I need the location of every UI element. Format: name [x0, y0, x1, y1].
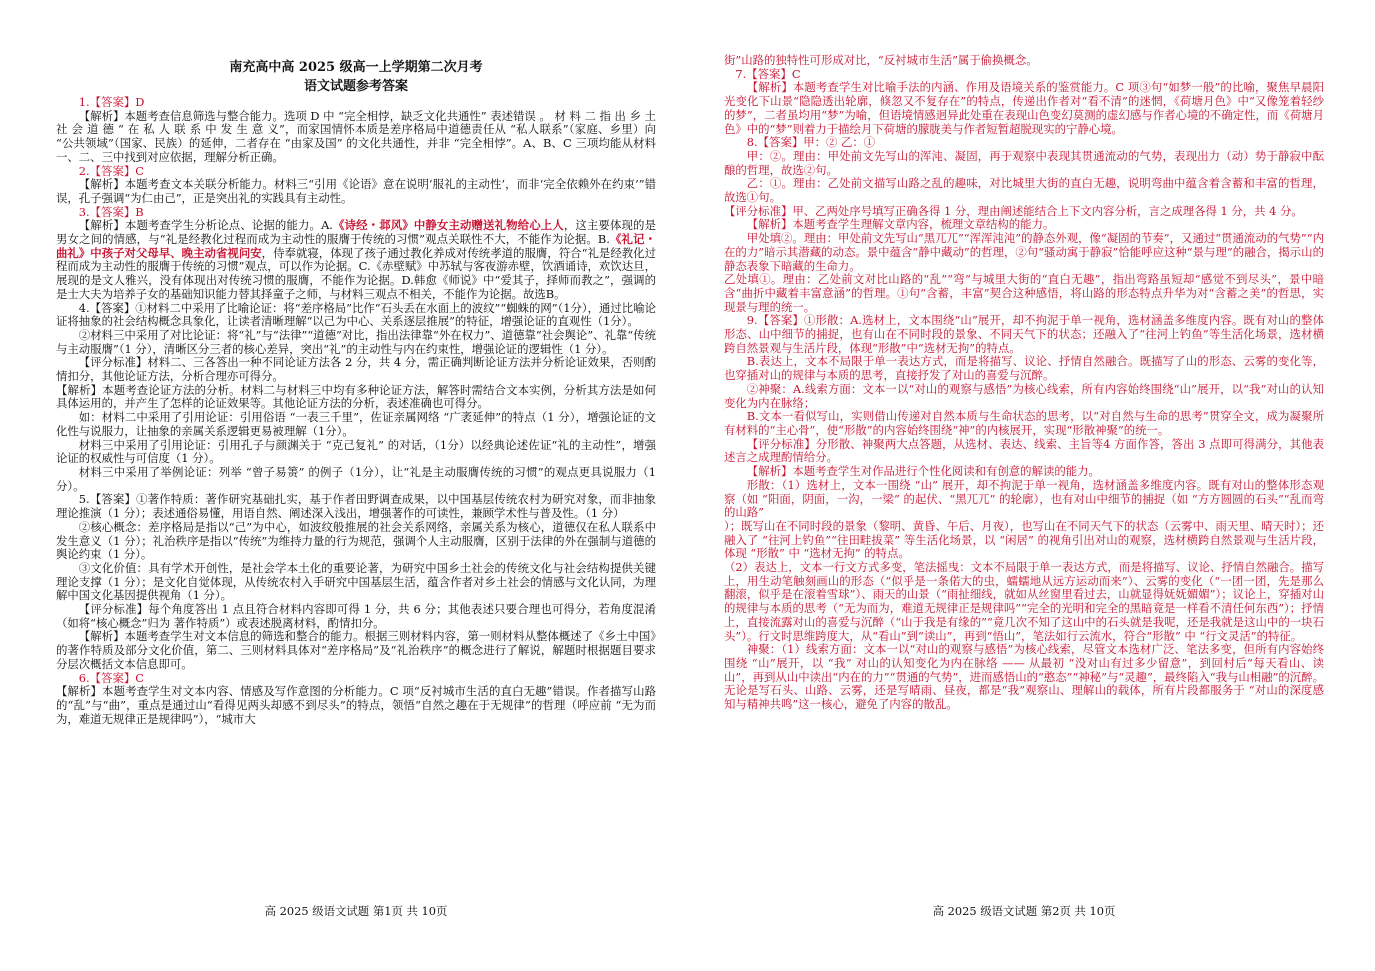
exam-title: 南充高中高 2025 级高一上学期第二次月考 [229, 60, 483, 75]
answer-4b: ②材料三中采用了对比论证：将“礼”与“法律”“道德”对比，指出法律靠“外在权力”、道德靠“社会舆论”、礼靠“传统与主动服膺”（1 分），清晰区分三者的核心差异，突出“礼”的主动性与内在约束性，增强论证的逻辑性（1 分）。 [56, 327, 656, 356]
explain-7: 【解析】本题考查学生对比喻手法的内涵、作用及语境关系的鉴赏能力。C 项③句“如梦一般”的比喻，聚焦早晨阳光变化下山景“隐隐透出轮廓，倏忽又不复存在”的特点，传递出作者对“看不清”的迷惘，《荷塘月色》中“又像笼着轻纱的梦”，二者虽均用“梦”为喻，但语境情感迥异此处重在表现山色变幻莫测的虚幻感与作者心境的不确定性，而《荷塘月色》中的“梦”则着力于描绘月下荷塘的朦胧美与作者短暂超脱现实的宁静心境。 [724, 80, 1324, 136]
explain-9c: ）；既写山在不同时段的景象（黎明、黄昏、午后、月夜），也写山在不同天气下的状态（云雾中、雨天里、晴天时）；还融入了 “往河上钓鱼”“往田畦拔菜” 等生活化场景，以 “闲居” 的视角引出对山的观察，选材横跨自然景观与生活片段，体现 “形散” 中 “选材无拘” 的特点。 [724, 518, 1324, 561]
explain-4c1: 如：材料二中采用了引用论证：引用俗语 “一表三千里”，佐证亲属网络 “广袤延伸”的特点（1 分），增强论证的文化性与说服力，让抽象的亲属关系逻辑更易被理解（1分）。 [56, 410, 656, 438]
answer-9b: B.表达上，文本不局限于单一表达方式，而是将描写、议论、抒情自然融合。既描写了山的形态、云雾的变化等，也穿插对山的规律与本质的思考，直接抒发了对山的喜爱与沉醉。 [724, 354, 1324, 383]
explain-4: 【解析】本题考查论证方法的分析。材料二与材料三中均有多种论证方法，解答时需结合文本实例，分析其方法是如何具体运用的，并产生了怎样的论证效果等。其他论证方法的分析，表述准确也可得分。 [56, 382, 656, 411]
score-4: 【评分标准】材料二、三各答出一种不同论证方法各 2 分，共 4 分，需正确判断论证方法并分析论证效果，否则酌情扣分，其他论证方法，分析合理亦可得分。 [56, 355, 656, 384]
explain-3-part2: ，这主要体现的是男女之间的情感，与“礼是经教化过程而成为主动性的服膺于传统的习惯”观点关联性不大，不能作为论据。B. [56, 218, 656, 247]
answer-title: 语文试题参考答案 [303, 79, 408, 94]
explain-8b: 甲处填②。理由：甲处前文先写山“黑兀兀”“浑浑沌沌”的静态外观，像“凝固的节奏”，又通过“贯通流动的气势”“内在的力”暗示其潜藏的动态。景中蕴含“静中藏动”的哲理，②句“骚动寓于静寂”恰能呼应这种“景与理”的融合，揭示山的静态表象下暗藏的生命力。 [724, 231, 1324, 273]
explain-3 [56, 219, 656, 301]
right-page [724, 0, 1324, 971]
explain-3-part3: ，侍奉就寝，体现了孩子通过教化养成对传统孝道的服膺，符合“礼是经教化过程而成为主动性的服膺于传统的习惯”观点，可以作为论据。C.《赤壁赋》中苏轼与客夜游赤壁，饮酒诵诗，欢饮达旦，展现的是文人雅兴，没有体现出对传统习惯的服膺，不能作为论据。D.韩愈《师说》中“爱其子，择师而教之”，强调的是士大夫为培养子女的基础知识能力替其择童子之师，与材料三观点不相关，不能作为论据。故选B。 [56, 245, 656, 301]
explain-3-part1: 【解析】本题考查学生分析论点、论据的能力。A. [78, 218, 333, 233]
explain-9: 【解析】本题考查学生对作品进行个性化阅读和有创意的解读的能力。 [746, 464, 1100, 479]
explain-2: 【解析】本题考查文本关联分析能力。材料三“引用《论语》意在说明‘服礼的主动性’，而非‘完全依赖外在约束’”错误，孔子强调“为仁由己”，正是突出礼的实践具有主动性。 [56, 177, 656, 205]
answer-8b: 乙：①。理由：乙处前文描写山路之乱的趣味，对比城里大街的直白无趣，说明弯曲中蕴含着含蓄和丰富的哲理，故选①句。 [724, 176, 1324, 205]
link-liji[interactable]: 《礼记・曲礼》中孩子对父母早、晚主动省视问安 [56, 232, 656, 260]
answer-9d: B.文本一看似写山，实则借山传递对自然本质与生命状态的思考，以“对自然与生命的思考”贯穿全文，成为凝聚所有材料的“主心骨”，使“形散”的内容始终围绕“神”的内核展开，实现“形散神聚”的统一。 [724, 409, 1324, 437]
footer-left: 高 2025 级语文试题 第1页 共 10页 [264, 904, 448, 918]
answer-1: 1.【答案】D [78, 95, 145, 109]
explain-6: 【解析】本题考查学生对文本内容、情感及写作意图的分析能力。C 项“反衬城市生活的直白无趣”错误。作者描写山路的“乱”与“曲”，重点是通过山“看得见两头却感不到尽头”的特点，领悟“自然之趣在于无规律”的哲理（呼应前 “无为而为，难道无规律正是规律吗”），“城市大 [56, 684, 656, 726]
explain-4c3: 材料三中采用了举例论证：列举 “曾子易箦” 的例子（1分），让“礼是主动服膺传统的习惯”的观点更具说服力（1 分）。 [56, 464, 656, 493]
answer-6 [56, 672, 656, 686]
answer-5b: ②核心概念：差序格局是指以“己”为中心，如波纹般推展的社会关系网络，亲属关系为核心，道德仅在私人联系中发生意义（1 分）；礼治秩序是指以“传统”为维持力量的行为规范，强调个人主动服膺，区别于法律的外在强制与道德的舆论约束（1 分）。 [56, 519, 656, 562]
answer-7-value: C [791, 66, 801, 81]
explain-4c2: 材料三中采用了引用论证：引用孔子与颜渊关于 “克己复礼” 的对话，（1分）以经典论述佐证“礼的主动性”，增强论证的权威性与可信度（1 分）。 [56, 437, 656, 466]
answer-5: 5.【答案】①著作特质：著作研究基础扎实，基于作者田野调查成果，以中国基层传统农村为研究对象，而非抽象理论推演（1 分）；表述通俗易懂，用语自然、阐述深入浅出，增强著作的可读性，兼顾学术性与普及性。（1 分） [56, 492, 656, 521]
footer-right: 高 2025 级语文试题 第2页 共 10页 [932, 904, 1116, 918]
answer-6-value: C [135, 670, 144, 685]
score-8: 【评分标准】甲、乙两处序号填写正确各得 1 分，理由阐述能结合上下文内容分析，言之成理各得 1 分，共 4 分。 [724, 203, 1303, 218]
explain-9d: （2）表达上，文本一行文方式多变，笔法摇曳：文本不局限于单一表达方式，而是将描写、议论、抒情自然融合。描写上，用生动笔触刻画山的形态（“似乎是一条偌大的虫，蠕蠕地从远方运动而来”）、云雾的变化（“一团一团，先是那么翻滚，似乎是在滚着雪球”）、雨天的山景（“雨扯细线，就如从丝窗里看过去，山就显得妩妩媚媚”）；议论上，穿插对山的规律与本质的思考（“无为而为，难道无规律正是规律吗”“完全的光明和完全的黑暗竟是一样看不清任何东西”）；抒情上，直接流露对山的喜爱与沉醉（“山于我是有缘的”“竟几次不知了这山中的石头就是我呢，还是我就是这山中的一块石头”）。行文时思维跨度大，从“看山”到“读山”，再到“悟山”，笔法如行云流水，符合“形散” 中 “行文灵活”的特征。 [724, 560, 1324, 643]
answer-3: 3.【答案】B [78, 204, 144, 219]
answer-2: 2.【答案】C [78, 163, 144, 178]
explain-6-cont: 街”山路的独特性可形成对比，“反衬城市生活”属于偷换概念。 [724, 53, 1038, 67]
explain-5: 【解析】本题考查学生对文本信息的筛选和整合的能力。根据三则材料内容，第一则材料从整体概述了《乡土中国》的著作特质及部分文化价值，第二、三则材料具体对“差序格局”及“礼治秩序”的概念进行了解说，解题时根据题目要求分层次概括文本信息即可。 [56, 629, 656, 671]
explain-9b: 形散：（1）选材上，文本一围绕 “山” 展开，却不拘泥于单一视角，选材涵盖多维度内容。既有对山的整体形态观察（如 “阳面，阴面，一沟，一梁” 的起伏、“黑兀兀” 的轮廓），也有对山中细节的捕捉（如 “方方圆圆的石头”“乱而弯的山路” [724, 477, 1324, 520]
answer-7-label: 7.【答案】 [735, 66, 792, 81]
explain-8c: 乙处填①。理由：乙处前文对比山路的“乱”“弯”与城里大街的“直白无趣”，指出弯路虽短却“感觉不到尽头”，景中暗含“曲折中藏着丰富意涵”的哲理。①句“含蓄，丰富”契合这种感悟，将山路的形态特点升华为对“含蓄之美”的哲思，实现景与理的统一。 [724, 272, 1324, 314]
score-5: 【评分标准】每个角度答出 1 点且符合材料内容即可得 1 分，共 6 分；其他表述只要合理也可得分，若角度混淆（如将“核心概念”归为 著作特质”）或表述脱离材料，酌情扣分。 [56, 602, 656, 630]
answer-9c: ②神聚：A.线索方面：文本一以“对山的观察与感悟”为核心线索，所有内容始终围绕“山”展开，以“我”对山的认知变化为内在脉络； [724, 381, 1324, 410]
answer-6-label: 6.【答案】 [78, 670, 136, 685]
answer-8a: 甲：②。理由：甲处前文先写山的浑沌、凝固，再于观察中表现其贯通流动的气势，表现出力（动）势于静寂中酝酿的哲理，故选②句。 [724, 148, 1324, 177]
explain-8: 【解析】本题考查学生理解文章内容，梳理文章结构的能力。 [746, 217, 1055, 232]
explain-1: 【解析】本题考查信息筛选与整合能力。选项 D 中 “完全相悖，缺乏文化共通性” 表述错误 。 材 料 二 指 出 乡 土 社 会 道 德 “ 在 私 人 联 系 中 发 生 意 义”，而家国情怀本质是差序格局中道德责任从 “私人联系”（家庭、乡里）向 “公共领域”（国家、民族）的延伸，二者存在 “由家及国” 的文化共通性，并非 “完全相悖”。A、B、C 三项均能从材料一、二、三中找到对应依据，理解分析正确。 [56, 108, 656, 164]
answer-4: 4.【答案】①材料二中采用了比喻论证：将“差序格局”比作“石头丢在水面上的波纹”“蜘蛛的网”（1分），通过比喻论证将抽象的社会结构概念具象化，让读者清晰理解“以己为中心、关系逐层推展”的特征，增强论证的直观性（1分）。 [56, 300, 656, 329]
answer-9: 9.【答案】①形散：A.选材上，文本围绕“山”展开，却不拘泥于单一视角，选材涵盖多维度内容。既有对山的整体形态、山中细节的捕捉，也有山在不同时段的景象、不同天气下的状态；还融入了“往河上钓鱼”等生活化场景，选材横跨自然景观与生活片段，体现“形散”中“选材无拘”的特点。 [724, 313, 1324, 355]
answer-7 [724, 68, 1324, 82]
answer-5c: ③文化价值：具有学术开创性，是社会学本土化的重要论著，为研究中国乡土社会的传统文化与社会结构提供关键理论支撑（1 分）；是文化自觉体现，从传统农村入手研究中国基层生活，蕴含作者对乡土社会的情感与文化认同，为理解中国文化基因提供视角（1 分）。 [56, 560, 656, 603]
left-page [56, 0, 656, 971]
answer-8: 8.【答案】甲：② 乙：① [746, 135, 876, 150]
score-9: 【评分标准】分形散、神聚两大点答题，从选材、表达、线索、主旨等4 方面作答，答出 3 点即可得满分，其他表述言之成理酌情给分。 [724, 436, 1324, 465]
explain-9e: 神聚：（1）线索方面：文本一以“对山的观察与感悟”为核心线索，尽管文本选材广泛、笔法多变，但所有内容始终围绕 “山”展开，以 “我” 对山的认知变化为内在脉络 —— 从最初 “没对山有过多少留意”，到回村后“每天看山、读山”，再到从山中读出“内在的力”“贯通的气势”，进而感悟山的“憨态”“神秘”与“灵趣”，最终陷入“我与山相融”的沉醉。无论是写石头、山路、云雾，还是写晴雨、昼夜，都是“我”观察山、理解山的载体，所有片段都服务于 “对山的深度感知与精神共鸣”这一核心，避免了内容的散乱。 [724, 642, 1324, 712]
link-shijing[interactable]: 《诗经・邶风》中静女主动赠送礼物给心上人 [332, 218, 564, 233]
